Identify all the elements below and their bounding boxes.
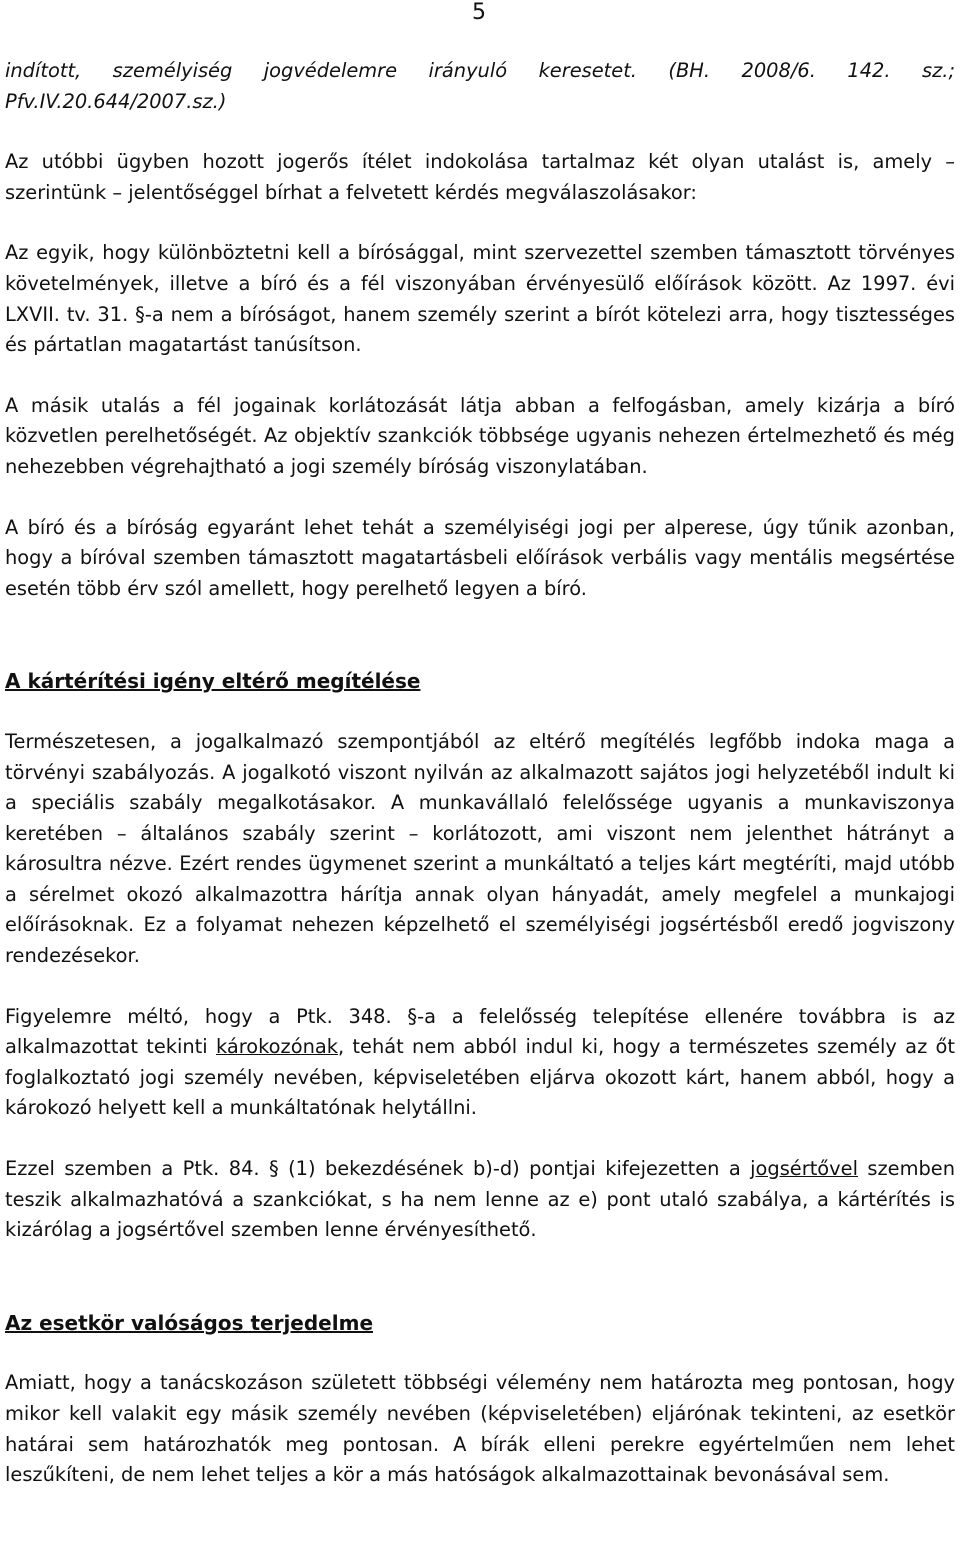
intro-paragraph: indított, személyiség jogvédelemre irányuló keresetet. (BH. 2008/6. 142. sz.; Pfv.IV.20.644/2007.sz.)	[5, 59, 955, 113]
paragraph-7	[5, 1154, 955, 1246]
paragraph-3: A másik utalás a fél jogainak korlátozását látja abban a felfogásban, amely kizárja a bíró közvetlen perelhetőségét. Az objektív szankciók többsége ugyanis nehezen értelmezhető és még nehezebben végrehajtható a jogi személy bíróság viszonylatában.	[5, 393, 955, 478]
paragraph-6-text-after: , tehát nem abból indul ki, hogy a természetes személy az őt foglalkoztató jogi személy nevében, képviseletében eljárva okozott kárt, hanem abból, hogy a károkozó helyett kell a munkáltatónak helytállni.	[5, 1035, 955, 1120]
paragraph-7-text-after: szemben teszik alkalmazhatóvá a szankciókat, s ha nem lenne az e) pont utaló szabálya, a kártérítés is kizárólag a jogsértővel szemben lenne érvényesíthető.	[5, 1157, 955, 1242]
paragraph-1: Az utóbbi ügyben hozott jogerős ítélet indokolása tartalmaz két olyan utalást is, amely – szerintünk – jelentőséggel bírhat a felvetett kérdés megválaszolásakor:	[5, 150, 955, 204]
paragraph-6-text-before: Figyelemre méltó, hogy a Ptk. 348. §-a a felelősség telepítése ellenére továbbra is az alkalmazottat tekinti	[5, 1004, 955, 1059]
section-heading-2: Az esetkör valóságos terjedelme	[5, 1310, 374, 1335]
paragraph-2: Az egyik, hogy különböztetni kell a bírósággal, mint szervezettel szemben támasztott törvényes követelmények, illetve a bíró és a fél viszonyában érvényesülő előírások között. Az 1997. évi LXVII. tv. 31. §-a nem a bíróságot, hanem személy szerint a bírót kötelezi arra, hogy tisztességes és pártatlan magatartást tanúsítson.	[5, 241, 955, 357]
underlined-term-jogsertovel: jogsértővel	[750, 1157, 858, 1181]
underlined-term-karokozonak: károkozónak	[215, 1035, 338, 1059]
paragraph-6	[5, 1002, 955, 1124]
page-number: 5	[472, 0, 486, 25]
paragraph-7-text-before: Ezzel szemben a Ptk. 84. § (1) bekezdésének b)-d) pontjai kifejezetten a	[5, 1157, 751, 1181]
section-heading-1: A kártérítési igény eltérő megítélése	[5, 669, 421, 694]
document-body	[5, 56, 955, 1491]
paragraph-4: A bíró és a bíróság egyaránt lehet tehát a személyiségi jogi per alperese, úgy tűnik azonban, hogy a bíróval szemben támasztott magatartásbeli előírások verbális vagy mentális megsértése esetén több érv szól amellett, hogy perelhető legyen a bíró.	[5, 515, 955, 600]
paragraph-8: Amiatt, hogy a tanácskozáson született többségi vélemény nem határozta meg pontosan, hogy mikor kell valakit egy másik személy nevében (képviseletében) eljárónak tekinteni, az esetkör határai sem határozhatók meg pontosan. A bírák elleni perekre egyértelműen nem lehet leszűkíteni, de nem lehet teljes a kör a más hatóságok alkalmazottainak bevonásával sem.	[5, 1371, 955, 1487]
paragraph-5: Természetesen, a jogalkalmazó szempontjából az eltérő megítélés legfőbb indoka maga a törvényi szabályozás. A jogalkotó viszont nyilván az alkalmazott sajátos jogi helyzetéből indult ki a speciális szabály megalkotásakor. A munkavállaló felelőssége ugyanis a munkaviszonya keretében – általános szabály szerint – korlátozott, ami viszont nem jelenthet hátrányt a károsultra nézve. Ezért rendes ügymenet szerint a munkáltató a teljes kárt megtéríti, majd utóbb a sérelmet okozó alkalmazottra hárítja annak olyan hányadát, amely megfelel a munkajogi előírásoknak. Ez a folyamat nehezen képzelhető el személyiségi jogsértésből eredő jogviszony rendezésekor.	[5, 729, 955, 968]
